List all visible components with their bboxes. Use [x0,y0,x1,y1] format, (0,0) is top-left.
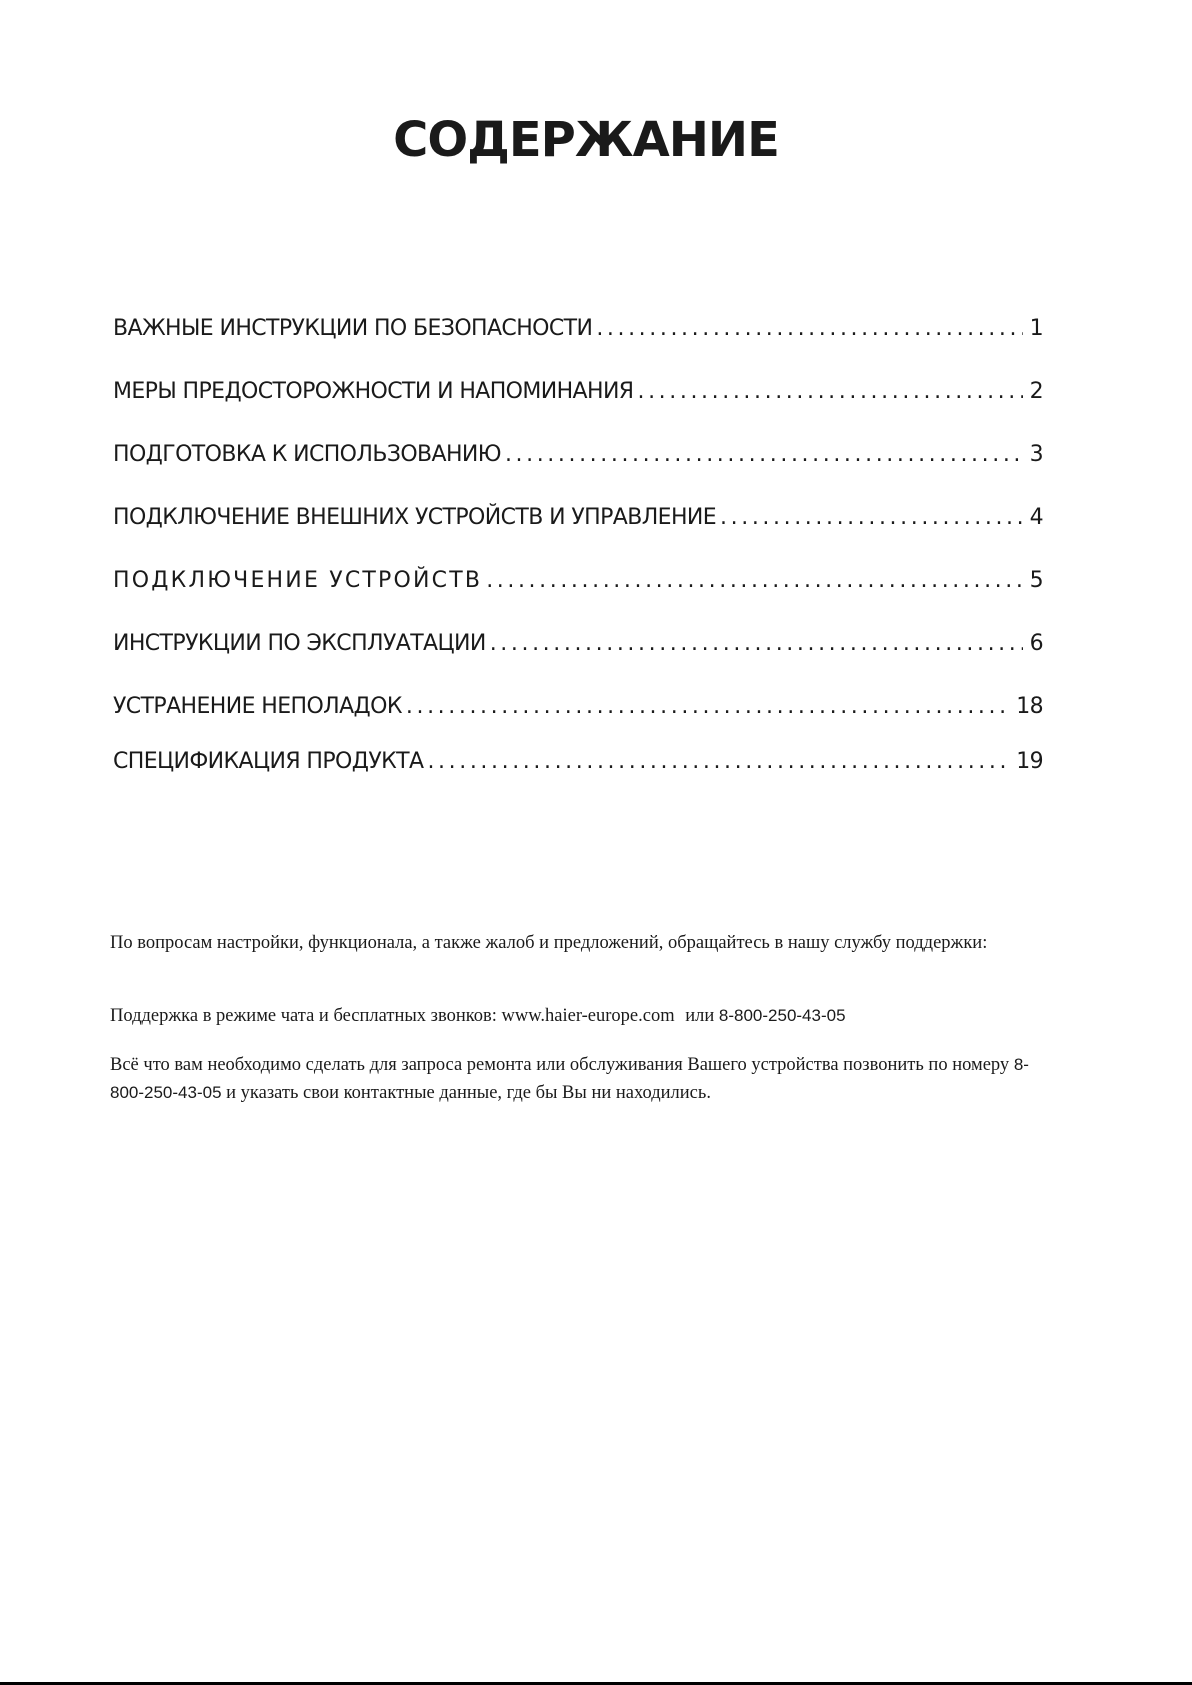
toc-leader-dots [596,316,1023,341]
toc-leader-dots [406,694,1010,719]
support-chat-text: Поддержка в режиме чата и бесплатных звонков: www.haier-europe.com [110,1006,675,1026]
toc-leader-dots [490,631,1023,656]
toc-entry-page: 2 [1029,379,1043,404]
toc-entry-page: 4 [1029,505,1043,530]
toc-leader-dots [720,505,1023,530]
support-chat-line [110,1002,1070,1030]
toc-entry-page: 19 [1016,749,1043,774]
support-repair-paragraph [110,1051,1040,1107]
toc-entry [113,505,1043,537]
toc-entry-label: ИНСТРУКЦИИ ПО ЭКСПЛУАТАЦИИ [113,631,486,656]
toc-entry-page: 1 [1029,316,1043,341]
support-chat-or: или [685,1006,715,1026]
toc-entry-page: 6 [1029,631,1043,656]
toc-entry-label: ПОДГОТОВКА К ИСПОЛЬЗОВАНИЮ [113,442,501,467]
toc-entry-page: 18 [1016,694,1043,719]
page-title: СОДЕРЖАНИЕ [393,112,779,168]
support-repair-text: Всё что вам необходимо сделать для запроса ремонта или обслуживания Вашего устройства позвонить по номеру [110,1055,1010,1075]
toc-entry-page: 5 [1029,568,1043,593]
support-repair-phone: 8-800-250-43-05 [110,1055,1029,1102]
toc-leader-dots [427,749,1010,774]
toc-entry [113,749,1043,781]
support-repair-text-end: и указать свои контактные данные, где бы Вы ни находились. [226,1083,711,1103]
toc-entry-page: 3 [1029,442,1043,467]
toc-leader-dots [638,379,1024,404]
toc-entry-label: ПОДКЛЮЧЕНИЕ УСТРОЙСТВ [113,568,483,593]
toc-leader-dots [486,568,1023,593]
toc-entry-label: УСТРАНЕНИЕ НЕПОЛАДОК [113,694,402,719]
toc-entry-label: ВАЖНЫЕ ИНСТРУКЦИИ ПО БЕЗОПАСНОСТИ [113,316,593,341]
toc-entry-label: ПОДКЛЮЧЕНИЕ ВНЕШНИХ УСТРОЙСТВ И УПРАВЛЕНИЕ [113,505,717,530]
toc-entry-label: СПЕЦИФИКАЦИЯ ПРОДУКТА [113,749,424,774]
toc-entry [113,631,1043,663]
toc-entry-label: МЕРЫ ПРЕДОСТОРОЖНОСТИ И НАПОМИНАНИЯ [113,379,634,404]
support-intro: По вопросам настройки, функционала, а также жалоб и предложений, обращайтесь в нашу службу поддержки: [110,933,988,953]
toc-entry [113,379,1043,411]
toc-entry [113,316,1043,348]
support-phone: 8-800-250-43-05 [718,1006,846,1025]
toc-entry [113,568,1043,600]
toc-entry [113,442,1043,474]
toc-entry [113,694,1043,726]
toc-leader-dots [505,442,1023,467]
